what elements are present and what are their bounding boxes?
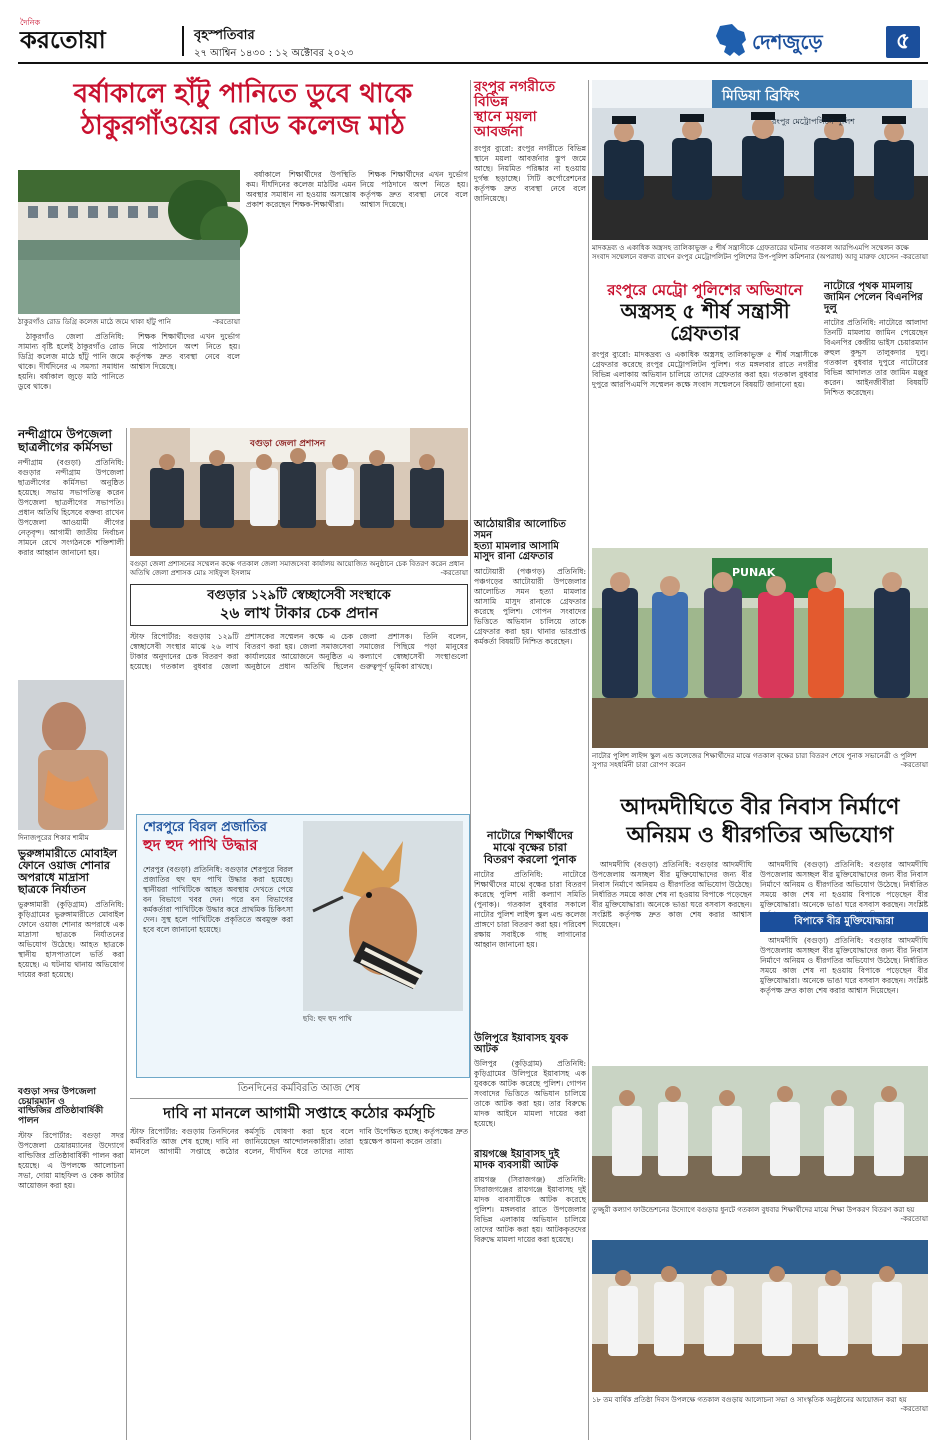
bangladesh-map-icon <box>712 22 750 60</box>
subhead-text: বিপাকে বীর মুক্তিযোদ্ধারা <box>794 916 894 927</box>
masthead <box>0 0 945 64</box>
section-title: দেশজুড়ে <box>752 30 823 54</box>
photo-injured-student <box>18 680 124 830</box>
article-body-col3 <box>760 936 928 1056</box>
newspaper-logo <box>20 18 176 54</box>
article-body: রংপুর ব্যুরো: রংপুর নগরীতে বিভিন্ন স্থানে ময়লা আবর্জনার স্তূপ জমে আছে। নিয়মিত পরিষ্কার না হওয়ায় দুর্গন্ধ ছড়াচ্ছে। সিটি কর্পোরেশনের কর্তৃপক্ষ দ্রুত ব্যবস্থা নেবে বলে জানিয়েছে। <box>474 144 586 204</box>
caption-text: বগুড়া জেলা প্রশাসনের সম্মেলন কক্ষে গতকাল জেলা সমাজসেবা কার্যালয় আয়োজিত অনুষ্ঠানে চেক বিতরণ করেন প্রধান অতিথি জেলা প্রশাসক মোঃ সাইফুল ইসলাম <box>130 560 465 577</box>
article-paragraph: বর্ষাকালে শিক্ষার্থীদের উপস্থিতি কম। দীর্ঘদিনের কলেজ মাঠটির এমন অবস্থার সমাধান না হওয়ায় অসন্তোষ প্রকাশ করেছেন শিক্ষক-শিক্ষার্থীরা। <box>246 170 356 209</box>
issue-date: ২৭ আশ্বিন ১৪৩০ : ১২ অক্টোবর ২০২৩ <box>194 48 354 59</box>
article-body: শেরপুর (বগুড়া) প্রতিনিধি: বগুড়ার শেরপুরে বিরল প্রজাতির হুদ হুদ পাখি উদ্ধার করা হয়েছে। স্থানীয়রা পাখিটিকে আহত অবস্থায় দেখতে পেয়ে বন বিভাগে খবর দেন। পরে বন বিভাগের কর্মকর্তারা পাখিটিকে উদ্ধার করে প্রাথমিক চিকিৎসা দেন। সুস্থ হলে পাখিটিকে প্রকৃতিতে অবমুক্ত করা হবে বলে জানানো হয়েছে। <box>143 865 293 934</box>
caption-credit: -করতোয়া <box>900 1405 928 1413</box>
photo-caption: ছবি: হুদ হুদ পাখি <box>303 1015 352 1023</box>
article-body-col2 <box>130 332 240 422</box>
photo-banner-text: মিডিয়া ব্রিফিং <box>722 88 800 104</box>
article-bogura-sadar <box>18 1088 124 1438</box>
article-body: ভুরুঙ্গামারী (কুড়িগ্রাম) প্রতিনিধি: কুড়িগ্রামের ভুরুঙ্গামারীতে মোবাইল ফোনে ওয়াজ শোনার অপরাধে এক মাদ্রাসা ছাত্রকে নির্যাতনের অভিযোগ উঠেছে। আহত ছাত্রকে স্থানীয় হাসপাতালে ভর্তি করা হয়েছে। এ ঘটনায় থানায় অভিযোগ দায়ের করা হয়েছে। <box>18 899 124 979</box>
caption-credit: -করতোয়া <box>440 569 468 577</box>
article-natore-dulu <box>824 282 928 542</box>
masthead-rule <box>18 62 928 64</box>
article-body-col1 <box>18 332 124 422</box>
article-rangpur-police <box>592 282 818 522</box>
column-divider <box>126 428 127 1440</box>
photo-caption <box>130 560 468 580</box>
headline-line1: রংপুর নগরীতে বিভিন্ন <box>474 79 556 111</box>
photo-caption <box>592 752 928 782</box>
headline-line2: ফোনে ওয়াজ শোনার <box>18 858 110 872</box>
logo-text: করতোয়া <box>20 26 106 54</box>
photo-hoopoe <box>303 821 463 1011</box>
headline-line1: রায়গঞ্জে ইয়াবাসহ দুই <box>474 1149 560 1160</box>
photo-banner-text: PUNAK <box>732 566 776 579</box>
headline-line2: ছাত্রলীগের কর্মিসভা <box>18 439 113 454</box>
article-body: নাটোর প্রতিনিধি: নাটোরে আলাদা তিনটি মামলায় জামিন পেয়েছেন বিএনপির কেন্দ্রীয় ভাইস চেয়ারম্যান রুহুল কুদ্দুস তালুকদার দুলু। গতকাল বুধবার দুপুরে নাটোরের বিভিন্ন আদালত তার জামিন মঞ্জুর করেন। আইনজীবীরা বিষয়টি নিশ্চিত করেছেন। <box>824 318 928 398</box>
photo-education-materials <box>592 1066 928 1202</box>
photo-caption <box>18 318 240 328</box>
article-bhurungamari <box>18 848 124 1082</box>
article-bogura-cheque <box>130 584 468 806</box>
article-paragraph: আদমদীঘি (বগুড়া) প্রতিনিধি: বগুড়ার আদমদীঘি উপজেলায় অসচ্ছল বীর মুক্তিযোদ্ধাদের জন্য বীর নিবাস নির্মাণে অনিয়ম ও ধীরগতির অভিযোগ উঠেছে। নির্ধারিত সময়ে কাজ শেষ না হওয়ায় বিপাকে পড়েছেন বীর মুক্তিযোদ্ধারা। অনেকে ভাঙা ঘরে বসবাস করছেন। সংশ্লিষ্ট কর্তৃপক্ষ দ্রুত কাজ শেষ করার আশ্বাস দিয়েছেন। <box>592 860 752 929</box>
photo-punak-tree-planting <box>592 548 928 748</box>
headline-line1: নাটোরে পৃথক মামলায় <box>824 281 913 292</box>
article-paragraph: আদমদীঘি (বগুড়া) প্রতিনিধি: বগুড়ার আদমদীঘি উপজেলায় অসচ্ছল বীর মুক্তিযোদ্ধাদের জন্য বীর নিবাস নির্মাণে অনিয়ম ও ধীরগতির অভিযোগ উঠেছে। নির্ধারিত সময়ে কাজ শেষ না হওয়ায় বিপাকে পড়েছেন বীর মুক্তিযোদ্ধারা। অনেকে ভাঙা ঘরে বসবাস করছেন। সংশ্লিষ্ট <box>760 860 928 909</box>
page-number: ৫ <box>895 29 911 54</box>
headline-line2: অনিয়ম ও ধীরগতির অভিযোগ <box>626 822 894 848</box>
page-number-badge <box>886 26 920 58</box>
headline-line1: আদমদীঘিতে বীর নিবাস নির্মাণে <box>620 795 900 820</box>
issue-day: বৃহস্পতিবার <box>194 28 255 43</box>
headline-line1: বগুড়ার ১২৯টি স্বেচ্ছাসেবী সংস্থাকে <box>207 588 391 603</box>
caption-credit: -করতোয়া <box>212 318 240 326</box>
photo-banner-text: বগুড়া জেলা প্রশাসন <box>250 439 326 449</box>
photo-caption: দিনাজপুরের শিকার শামীম <box>18 834 89 842</box>
headline-line3: মাসুদ রানা গ্রেফতার <box>474 551 554 563</box>
caption-credit: -করতোয়া <box>900 1215 928 1223</box>
article-natore-punak <box>474 830 586 1030</box>
headline-line2: হুদ হুদ পাখি উদ্ধার <box>143 836 258 855</box>
caption-text: তুজ্জুরী কল্যাণ ফাউন্ডেশনের উদ্যোগে বগুড়ার ধুনটে গতকাল বুধবার শিক্ষার্থীদের মাঝে শিক্ষা উপকরণ বিতরণ করা হয় <box>592 1206 915 1214</box>
photo-caption <box>592 1396 928 1436</box>
headline-line2: স্থানে ময়লা আবর্জনা <box>474 109 537 141</box>
article-body: রংপুর ব্যুরো: মাদকদ্রব্য ও একাধিক অস্ত্রসহ তালিকাভুক্ত ৫ শীর্ষ সন্ত্রাসীকে গ্রেফতার করেছে রংপুর মেট্রোপলিটন পুলিশ। গত মঙ্গলবার রাতে নগরীর বিভিন্ন এলাকায় অভিযান চালিয়ে তাদের গ্রেফতার করা হয়। গতকাল বুধবার দুপুরে আরপিএমপি সম্মেলন কক্ষে সংবাদ সম্মেলনে বিষয়টি জানানো হয়। <box>592 350 818 390</box>
headline-line2: মাদক ব্যবসায়ী আটক <box>474 1159 559 1171</box>
photo-sub-text: রংপুর মেট্রোপলিটন পুলিশ <box>772 117 855 126</box>
headline-line1: ভুরুঙ্গামারীতে মোবাইল <box>18 847 118 860</box>
article-body: উলিপুর (কুড়িগ্রাম) প্রতিনিধি: কুড়িগ্রামের উলিপুরে ইয়াবাসহ এক যুবককে আটক করেছে পুলিশ। গোপন সংবাদের ভিত্তিতে অভিযান চালিয়ে তাকে আটক করা হয়। তার বিরুদ্ধে মাদক আইনে মামলা দায়ের করা হয়েছে। <box>474 1058 586 1128</box>
headline-line1: বগুড়া সদর উপজেলা চেয়ারম্যান ও <box>18 1087 97 1107</box>
photo-caption <box>592 1206 928 1236</box>
article-body: রায়গঞ্জ (সিরাজগঞ্জ) প্রতিনিধি: সিরাজগঞ্জের রায়গঞ্জে ইয়াবাসহ দুই মাদক ব্যবসায়ীকে আটক করেছে পুলিশ। মঙ্গলবার রাতে উপজেলার বিভিন্ন এলাকায় অভিযান চালিয়ে তাদের আটক করা হয়। আটককৃতদের বিরুদ্ধে মামলা দায়ের করা হয়েছে। <box>474 1174 586 1244</box>
headline-line2: হত্যা মামলার আসামি <box>474 540 559 552</box>
article-body: নাটোর প্রতিনিধি: নাটোরে শিক্ষার্থীদের মাঝে বৃক্ষের চারা বিতরণ করেছে পুলিশ নারী কল্যাণ সমিতি (পুনাক)। গতকাল বুধবার সকালে নাটোর পুলিশ লাইন্স স্কুল এন্ড কলেজ প্রাঙ্গণে চারা বিতরণ করা হয়। পরিবেশ রক্ষায় সবাইকে গাছ লাগানোর আহ্বান জানানো হয়। <box>474 869 586 949</box>
headline-line2: ২৬ লাখ টাকার চেক প্রদান <box>219 604 379 623</box>
caption-text: মাদকদ্রব্য ও একাধিক অস্ত্রসহ তালিকাভুক্ত ৫ শীর্ষ সন্ত্রাসীকে গ্রেফতারের ঘটনায় গতকাল আরপিএমপি সম্মেলন কক্ষে সংবাদ সম্মেলনে বক্তব্য রাখেন রংপুর মেট্রোপলিটন পুলিশের উপ-পুলিশ কমিশনার (অপরাধ) আবু মারুফ হোসেন <box>592 244 909 261</box>
article-body-col1 <box>592 860 752 1060</box>
headline-line1: শেরপুরে বিরল প্রজাতির <box>143 820 267 835</box>
article-raiganj <box>474 1150 586 1440</box>
article-atwari-arrest <box>474 520 586 820</box>
article-body: নন্দীগ্রাম (বগুড়া) প্রতিনিধি: বগুড়ার নন্দীগ্রাম উপজেলা ছাত্রলীগের কর্মিসভা অনুষ্ঠিত হয়েছে। সভায় সভাপতিত্ব করেন উপজেলা ছাত্রলীগের সভাপতি। প্রধান অতিথি হিসেবে বক্তব্য রাখেন উপজেলা আওয়ামী লীগের নেতৃবৃন্দ। আগামী জাতীয় নির্বাচন সামনে রেখে সংগঠনকে শক্তিশালী করার আহ্বান জানানো হয়। <box>18 457 124 557</box>
headline-line3: বিতরণ করলো পুনাক <box>483 852 577 866</box>
article-body: স্টাফ রিপোর্টার: বগুড়ায় ১২৯টি স্বেচ্ছাসেবী সংস্থার মাঝে ২৬ লাখ টাকার অনুদানের চেক বিতরণ করা হয়েছে। গতকাল বুধবার জেলা প্রশাসকের সম্মেলন কক্ষে এ চেক বিতরণ করা হয়। জেলা সমাজসেবা কার্যালয়ের আয়োজনে অনুষ্ঠিত এ অনুষ্ঠানে প্রধান অতিথি ছিলেন জেলা প্রশাসক। তিনি বলেন, সমাজের পিছিয়ে পড়া মানুষের কল্যাণে স্বেচ্ছাসেবী সংস্থাগুলো গুরুত্বপূর্ণ ভূমিকা রাখছে। <box>130 632 468 672</box>
headline-line2: মাঝে বৃক্ষের চারা <box>493 840 567 854</box>
headline: দাবি না মানলে আগামী সপ্তাহে কঠোর কর্মসূচি <box>163 1103 435 1122</box>
headline-line2: ঠাকুরগাঁওয়ের রোড কলেজ মাঠ <box>81 111 405 142</box>
caption-text: ১৮ তম বার্ষিক প্রতিষ্ঠা দিবস উপলক্ষে গতকাল বগুড়ায় আলোচনা সভা ও সাংস্কৃতিক অনুষ্ঠানের আয়োজন করা হয় <box>592 1396 907 1404</box>
caption-text: নাটোর পুলিশ লাইন্স স্কুল এন্ড কলেজের শিক্ষার্থীদের মাঝে গতকাল বৃক্ষের চারা বিতরণ শেষে পুনাক সভানেত্রী ও পুলিশ সুপার সহধর্মিনী চারা রোপণ করেন <box>592 752 917 769</box>
headline-line1: বর্ষাকালে হাঁটু পানিতে ডুবে থাকে <box>73 79 413 109</box>
logo-small-text: দৈনিক <box>20 18 41 27</box>
article-ulipur <box>474 1034 586 1146</box>
photo-police-briefing <box>592 80 928 240</box>
article-hoopoe-bird <box>136 814 470 1078</box>
subhead-badge <box>760 912 928 932</box>
caption-text: ঠাকুরগাঁও রোড ডিগ্রি কলেজ মাঠে জমে থাকা হাঁটু পানি <box>18 318 171 326</box>
photo-caption <box>592 244 928 274</box>
headline-line1: আঠোয়ারীর আলোচিত সমন <box>474 519 566 541</box>
masthead-divider <box>182 26 184 56</box>
headline-line1: নন্দীগ্রামে উপজেলা <box>18 427 112 441</box>
article-body: স্টাফ রিপোর্টার: বগুড়া সদর উপজেলা চেয়ারম্যানের উদ্যোগে বাল্ডিজির প্রতিষ্ঠাবার্ষিকী পালন করা হয়েছে। এ উপলক্ষে আলোচনা সভা, দোয়া মাহফিল ও কেক কাটার আয়োজন করা হয়। <box>18 1130 124 1190</box>
article-paragraph: শিক্ষক শিক্ষার্থীদের এখন দুর্ভোগ নিয়ে পাঠদানে অংশ নিতে হয়। কর্তৃপক্ষ দ্রুত ব্যবস্থা নেবে বলে আশ্বাস দিয়েছে। <box>130 332 240 371</box>
article-body: স্টাফ রিপোর্টার: বগুড়ায় তিনদিনের কর্মবিরতি আজ শেষ হচ্ছে। দাবি না মানলে আগামী সপ্তাহে কঠোর কর্মসূচি ঘোষণা করা হবে বলে জানিয়েছেন আন্দোলনকারীরা। তারা বলেন, দীর্ঘদিন ধরে তাদের ন্যায্য দাবি উপেক্ষিত হচ্ছে। কর্তৃপক্ষের দ্রুত হস্তক্ষেপ কামনা করেন তারা। <box>130 1126 468 1156</box>
caption-credit: -করতোয়া <box>900 253 928 261</box>
article-paragraph: আদমদীঘি (বগুড়া) প্রতিনিধি: বগুড়ার আদমদীঘি উপজেলায় অসচ্ছল বীর মুক্তিযোদ্ধাদের জন্য বীর নিবাস নির্মাণে অনিয়ম ও ধীরগতির অভিযোগ উঠেছে। নির্ধারিত সময়ে কাজ শেষ না হওয়ায় বিপাকে পড়েছেন বীর মুক্তিযোদ্ধারা। অনেকে ভাঙা ঘরে বসবাস করছেন। সংশ্লিষ্ট কর্তৃপক্ষ দ্রুত কাজ শেষ করার আশ্বাস দিয়েছেন। <box>760 936 928 995</box>
article-body: আটোয়ারী (পঞ্চগড়) প্রতিনিধি: পঞ্চগড়ের আটোয়ারী উপজেলার আলোচিত সমন হত্যা মামলার আসামি মাসুদ রানাকে গ্রেফতার করেছে পুলিশ। গোপন সংবাদের ভিত্তিতে অভিযান চালিয়ে তাকে গ্রেফতার করা হয়। থানার ভারপ্রাপ্ত কর্মকর্তা বিষয়টি নিশ্চিত করেছেন। <box>474 567 586 647</box>
column-divider <box>470 80 471 1440</box>
kicker: তিনদিনের কর্মবিরতি আজ শেষ <box>130 1084 468 1099</box>
article-nandigram <box>18 428 124 678</box>
headline-line1: উলিপুরে ইয়াবাসহ যুবক আটক <box>474 1033 569 1055</box>
article-paragraph: ঠাকুরগাঁও জেলা প্রতিনিধি: সামান্য বৃষ্টি হলেই ঠাকুরগাঁও রোড ডিগ্রি কলেজ মাঠে হাঁটু পানি জমে থাকে। দীর্ঘদিনের এ সমস্যা সমাধান হয়নি। বর্ষাকাল জুড়ে মাঠ পানিতে ডুবে থাকে। <box>18 332 124 391</box>
column-divider <box>588 80 589 1440</box>
article-paragraph: শিক্ষক শিক্ষার্থীদের এখন দুর্ভোগ নিয়ে পাঠদানে অংশ নিতে হয়। কর্তৃপক্ষ দ্রুত ব্যবস্থা নেবে বলে আশ্বাস দিয়েছে। <box>360 170 468 209</box>
headline-line1: নাটোরে শিক্ষার্থীদের <box>487 829 573 842</box>
article-body-col3 <box>246 170 356 420</box>
headline-line2: অস্ত্রসহ ৫ শীর্ষ সন্ত্রাসী গ্রেফতার <box>620 299 790 345</box>
headline-line1: রংপুরে মেট্রো পুলিশের অভিযানে <box>607 281 803 299</box>
caption-credit: -করতোয়া <box>900 761 928 769</box>
article-strike <box>130 1084 468 1440</box>
photo-flooded-college-field <box>18 170 240 314</box>
article-body-col4 <box>360 170 468 420</box>
headline-line2: বাল্ডিজির প্রতিষ্ঠাবার্ষিকী পালন <box>18 1106 104 1127</box>
photo-cheque-distribution <box>130 428 468 556</box>
headline-line2: জামিন পেলেন বিএনপির দুলু <box>824 291 923 314</box>
headline-line3: অপরাধে মাদ্রাসা <box>18 870 89 884</box>
photo-anniversary-event <box>592 1240 928 1392</box>
article-body-col2 <box>760 860 928 909</box>
article-rangpur-garbage <box>474 80 586 440</box>
headline-line4: ছাত্রকে নির্যাতন <box>18 882 86 896</box>
